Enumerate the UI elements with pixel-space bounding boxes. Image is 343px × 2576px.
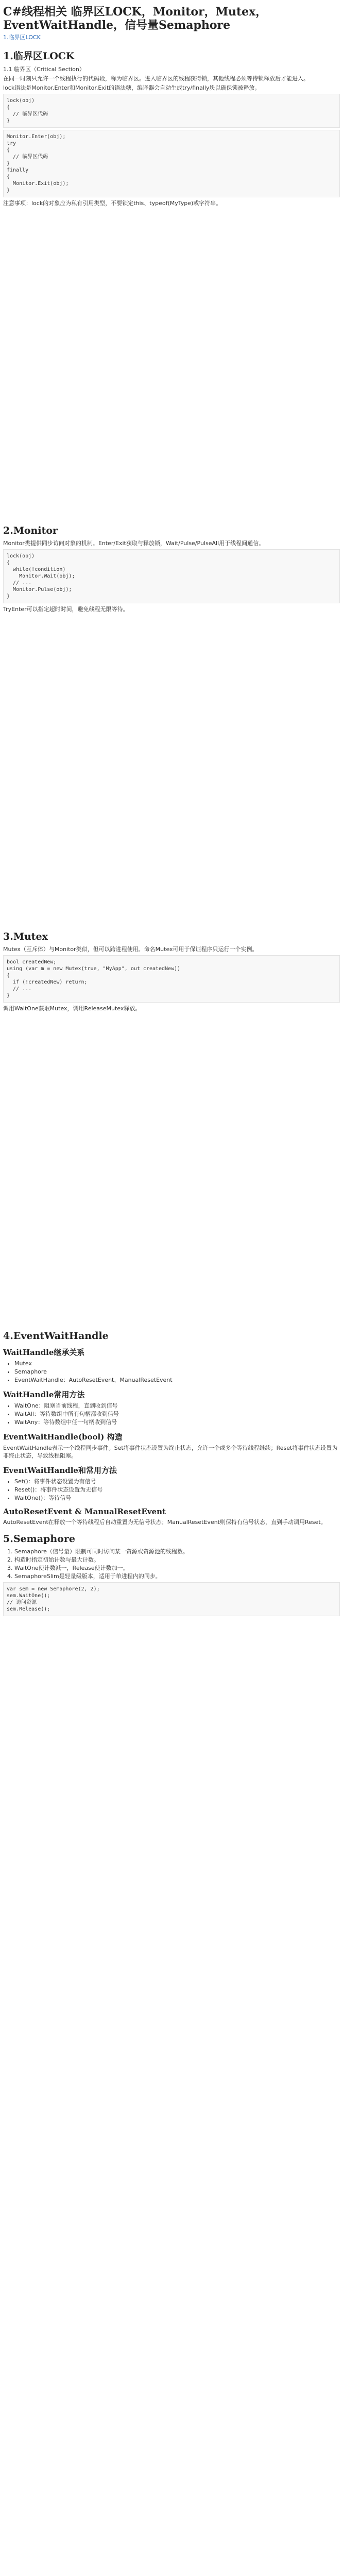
paragraph: lock语法是Monitor.Enter和Monitor.Exit的语法糖，编译器会自动生成try/finally块以确保锁被释放。	[3, 84, 261, 91]
code-block: var sem = new Semaphore(2, 2); sem.WaitOne(); // 访问资源 sem.Release();	[3, 1582, 340, 1616]
section-eventwaithandle	[3, 1330, 340, 1526]
code-block: bool createdNew; using (var m = new Mutex(true, "MyApp", out createdNew)) { if (!createdNew) return; // ... }	[3, 955, 340, 1003]
paragraph: TryEnter可以指定超时时间，避免线程无限等待。	[3, 606, 129, 613]
section-heading: 2.Monitor	[3, 525, 58, 536]
code-block: Monitor.Enter(obj); try { // 临界区代码 } finally { Monitor.Exit(obj); }	[3, 130, 340, 197]
list	[3, 1548, 340, 1580]
list-item: 3. WaitOne使计数减一，Release使计数加一。	[14, 1564, 340, 1572]
list-item: • EventWaitHandle：AutoResetEvent、ManualResetEvent	[14, 1376, 340, 1384]
list-item: • Set()：将事件状态设置为有信号	[14, 1478, 340, 1485]
list-item: 1. Semaphore（信号量）限制可同时访问某一资源或资源池的线程数。	[14, 1548, 340, 1555]
list-item: • WaitOne：阻塞当前线程，直到收到信号	[14, 1402, 340, 1410]
list-item: • WaitOne()：等待信号	[14, 1494, 340, 1502]
section-semaphore	[3, 1533, 340, 1616]
code-block: lock(obj) { while(!condition) Monitor.Wait(obj); // ... Monitor.Pulse(obj); }	[3, 549, 340, 603]
paragraph: 调用WaitOne获取Mutex，调用ReleaseMutex释放。	[3, 1005, 141, 1012]
section-monitor	[3, 525, 340, 613]
paragraph: Monitor类提供同步访问对象的机制。Enter/Exit获取与释放锁，Wait/Pulse/PulseAll用于线程间通信。	[3, 540, 265, 547]
list-item: • Semaphore	[14, 1368, 340, 1376]
paragraph: Mutex（互斥体）与Monitor类似，但可以跨进程使用。命名Mutex可用于保证程序只运行一个实例。	[3, 946, 258, 953]
list	[3, 1478, 340, 1502]
page-title: C#线程相关 临界区LOCK，Monitor，Mutex，EventWaitHandle，信号量Semaphore	[3, 5, 267, 32]
paragraph: 在同一时刻只允许一个线程执行的代码段，称为临界区。进入临界区的线程获得锁，其他线程必须等待锁释放后才能进入。	[3, 75, 309, 82]
sub-heading: AutoResetEvent & ManualResetEvent	[3, 1507, 166, 1516]
code-block: lock(obj) { // 临界区代码 }	[3, 94, 340, 128]
sub-heading: WaitHandle常用方法	[3, 1390, 85, 1399]
list-item: 2. 构造时指定初始计数与最大计数。	[14, 1556, 340, 1564]
sub-heading: EventWaitHandle(bool) 构造	[3, 1432, 123, 1442]
list-item: • WaitAll：等待数组中所有句柄都收到信号	[14, 1410, 340, 1418]
section-heading: 3.Mutex	[3, 931, 48, 942]
section-heading: 5.Semaphore	[3, 1533, 75, 1545]
toc-link[interactable]: 1.临界区LOCK	[3, 34, 41, 41]
section-lock	[3, 48, 340, 207]
list-item: • WaitAny：等待数组中任一句柄收到信号	[14, 1418, 340, 1426]
list	[3, 1360, 340, 1384]
paragraph: EventWaitHandle表示一个线程同步事件。Set将事件状态设置为终止状态，允许一个或多个等待线程继续；Reset将事件状态设置为非终止状态，导致线程阻塞。	[3, 1445, 338, 1459]
list-item: 4. SemaphoreSlim是轻量级版本，适用于单进程内的同步。	[14, 1572, 340, 1580]
list	[3, 1402, 340, 1426]
section-heading: 4.EventWaitHandle	[3, 1330, 109, 1342]
paragraph: 1.1 临界区（Critical Section）	[3, 66, 85, 73]
sub-heading: WaitHandle继承关系	[3, 1348, 85, 1357]
list-item: • Reset()：将事件状态设置为无信号	[14, 1486, 340, 1494]
sub-heading: EventWaitHandle和常用方法	[3, 1466, 117, 1475]
list-item: • Mutex	[14, 1360, 340, 1367]
paragraph: 注意事项：lock的对象应为私有引用类型，不要锁定this、typeof(MyType)或字符串。	[3, 200, 222, 207]
section-mutex	[3, 931, 340, 1012]
paragraph: AutoResetEvent在释放一个等待线程后自动重置为无信号状态；ManualResetEvent则保持有信号状态，直到手动调用Reset。	[3, 1519, 327, 1526]
section-heading: 1.临界区LOCK	[3, 50, 75, 62]
